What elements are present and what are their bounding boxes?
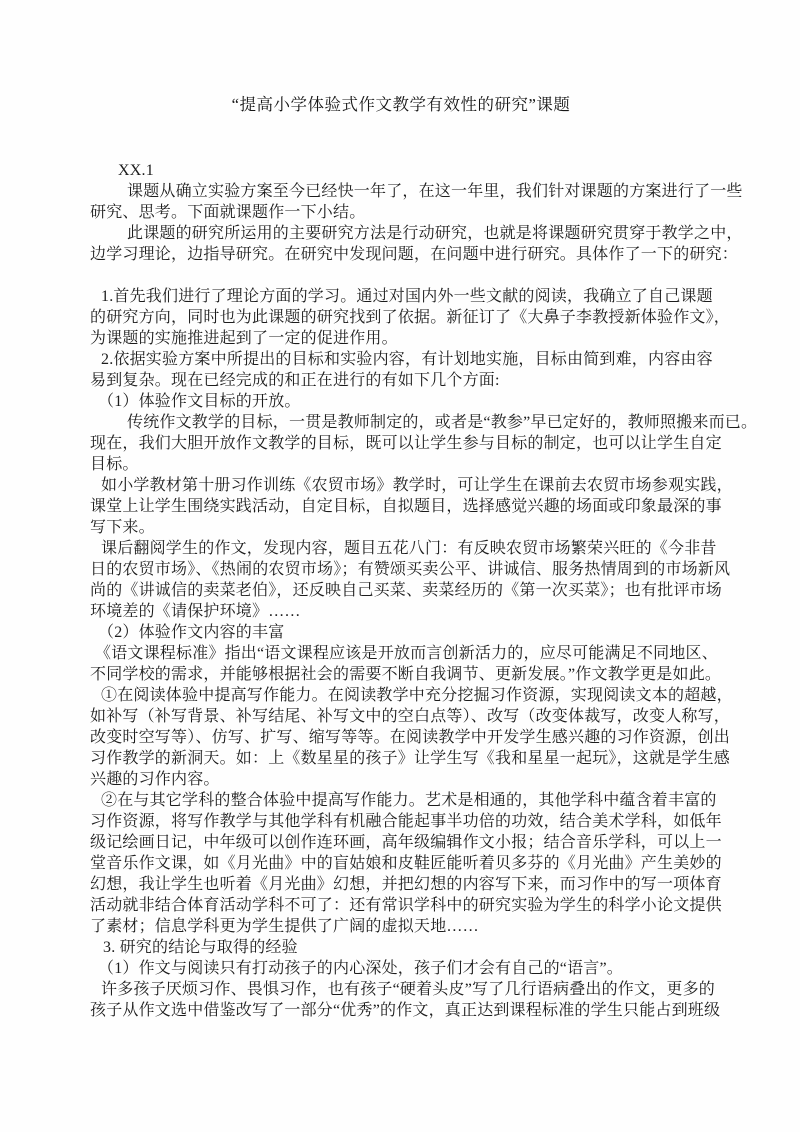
document-content xyxy=(90,94,758,1021)
text-line: 习作资源，将写作教学与其他学科有机融合能起事半功倍的功效，结合美术学科，如低年 xyxy=(90,813,722,830)
text-line: （1）作文与阅读只有打动孩子的内心深处，孩子们才会有自己的“语言”。 xyxy=(98,960,624,977)
document-body xyxy=(90,160,758,1021)
text-line: 级记绘画日记，中年级可以创作连环画，高年级编辑作文小报；结合音乐学科，可以上一 xyxy=(90,834,722,851)
text-line: 3. 研究的结论与取得的经验 xyxy=(103,939,298,956)
text-line: 写下来。 xyxy=(90,519,155,536)
text-line: 此课题的研究所运用的主要研究方法是行动研究，也就是将课题研究贯穿于教学之中， xyxy=(127,225,743,242)
text-line: 边学习理论，边指导研究。在研究中发现问题，在问题中进行研究。具体作了一下的研究： xyxy=(90,246,739,263)
text-line: 幻想，我让学生也听着《月光曲》幻想，并把幻想的内容写下来，而习作中的写一项体育 xyxy=(90,876,722,893)
text-line: 活动就非结合体育活动学科不可了：还有常识学科中的研究实验为学生的科学小论文提供 xyxy=(90,897,722,914)
text-line: 堂音乐作文课，如《月光曲》中的盲姑娘和皮鞋匠能听着贝多芬的《月光曲》产生美妙的 xyxy=(90,855,722,872)
text-line: 孩子从作文选中借鉴改写了一部分“优秀”的作文，真正达到课程标准的学生只能占到班级 xyxy=(90,1002,721,1019)
text-line: 现在，我们大胆开放作文教学的目标，既可以让学生参与目标的制定，也可以让学生自定 xyxy=(90,435,722,452)
text-line: 课题从确立实验方案至今已经快一年了，在这一年里，我们针对课题的方案进行了一些 xyxy=(127,183,743,200)
text-line: 1.首先我们进行了理论方面的学习。通过对国内外一些文献的阅读，我确立了自己课题 xyxy=(101,288,713,305)
text-line: 习作教学的新洞天。如：上《数星星的孩子》让学生写《我和星星一起玩》，这就是学生感 xyxy=(90,750,731,767)
text-line: ②在与其它学科的整合体验中提高写作能力。艺术是相通的，其他学科中蕴含着丰富的 xyxy=(101,792,717,809)
text-line: 课堂上让学生围绕实践活动，自定目标，自拟题目，选择感觉兴趣的场面或印象最深的事 xyxy=(90,498,722,515)
blank-line xyxy=(90,265,712,286)
text-line: （1）体验作文目标的开放。 xyxy=(98,393,301,410)
text-line: 如补写（补写背景、补写结尾、补写文中的空白点等）、改写（改变体裁写，改变人称写， xyxy=(90,708,731,725)
text-line: 的研究方向，同时也为此课题的研究找到了依据。新征订了《大鼻子李教授新体验作文》， xyxy=(90,309,731,326)
text-line: 为课题的实施推进起到了一定的促进作用。 xyxy=(90,330,398,347)
text-line: 日的农贸市场》、《热闹的农贸市场》；有赞颂买卖公平、讲诚信、服务热情周到的市场新风 xyxy=(90,561,731,578)
text-line: 课后翻阅学生的作文，发现内容，题目五花八门：有反映农贸市场繁荣兴旺的《今非昔 xyxy=(101,540,717,557)
text-line: 如小学教材第十册习作训练《农贸市场》教学时，可让学生在课前去农贸市场参观实践， xyxy=(101,477,733,494)
text-line: ①在阅读体验中提高写作能力。在阅读教学中充分挖掘习作资源，实现阅读文本的超越， xyxy=(101,687,733,704)
text-line: 传统作文教学的目标，一贯是教师制定的，或者是“教参”早已定好的，教师照搬来而已。 xyxy=(127,414,758,431)
document-title: “提高小学体验式作文教学有效性的研究”课题 xyxy=(231,95,571,114)
text-line: 改变时空写等）、仿写、扩写、缩写等等。在阅读教学中开发学生感兴趣的习作资源，创出 xyxy=(90,729,731,746)
text-line: （2）体验作文内容的丰富 xyxy=(98,624,285,641)
text-line: 了素材；信息学科更为学生提供了广阔的虚拟天地…… xyxy=(90,918,479,935)
text-line: XX.1 xyxy=(118,162,154,179)
text-line: 许多孩子厌烦习作、畏惧习作，也有孩子“硬着头皮”写了几行语病叠出的作文，更多的 xyxy=(101,981,716,998)
text-line: 不同学校的需求，并能够根据社会的需要不断自我调节、更新发展。”作文教学更是如此。 xyxy=(90,666,722,683)
text-line: 《语文课程标准》指出“语文课程应该是开放而言创新活力的，应尽可能满足不同地区、 xyxy=(95,645,718,662)
text-line: 易到复杂。现在已经完成的和正在进行的有如下几个方面: xyxy=(90,372,500,389)
text-line: 目标。 xyxy=(90,456,139,473)
text-line: 2.依据实验方案中所提出的目标和实验内容，有计划地实施，目标由简到难，内容由容 xyxy=(101,351,713,368)
text-line: 环境差的《请保护环境》…… xyxy=(90,603,301,620)
text-line: 兴趣的习作内容。 xyxy=(90,771,220,788)
text-line: 研究、思考。下面就课题作一下小结。 xyxy=(90,204,366,221)
text-line: 尚的《讲诚信的卖菜老伯》，还反映自己买菜、卖菜经历的《第一次买菜》；也有批评市场 xyxy=(90,582,723,599)
